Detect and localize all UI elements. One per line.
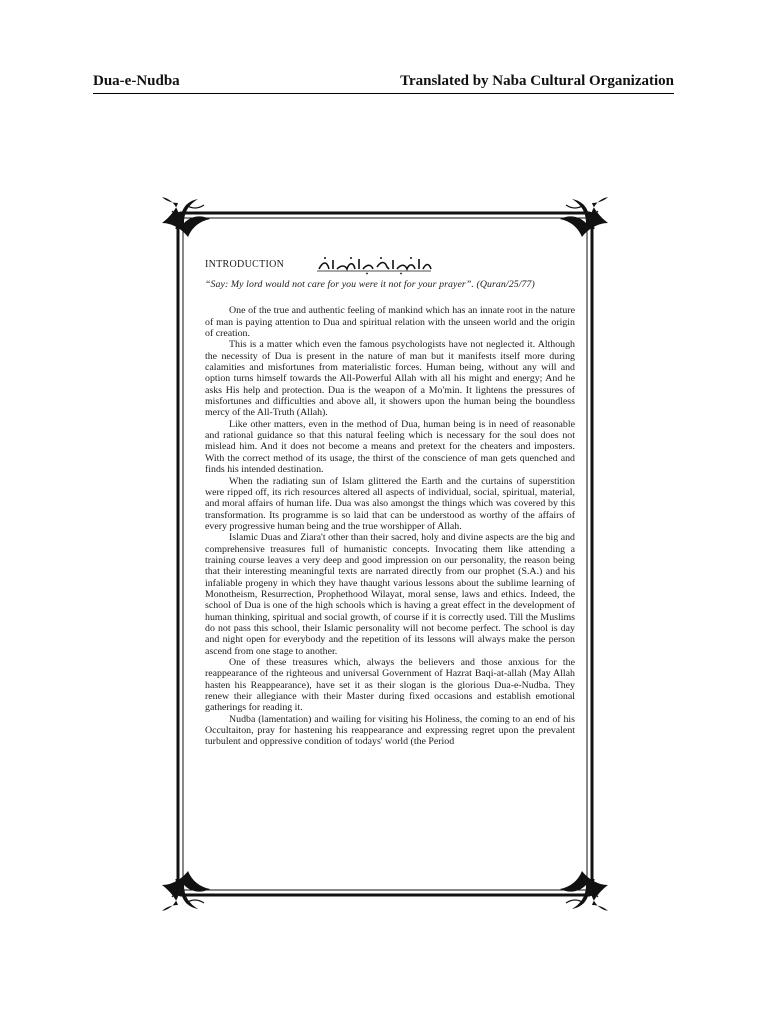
paragraph: When the radiating sun of Islam glittered the Earth and the curtains of superstition were ripped off, its rich resources altered all aspects of individual, social, spiritual, material, and moral affairs of human life. Dua was also amongst the things which was covered by this transformation. Its programme is so laid that can be understood as worthy of the affairs of every progressive human being and the true worshipper of Allah. [205,475,575,532]
paragraph: Nudba (lamentation) and wailing for visiting his Holiness, the coming to an end of his Occultaiton, pray for hastening his reappearance and expressing regret upon the prevalent turbulent and oppressive condition of todays' world (the Period [205,713,575,748]
corner-ornament-top-left-icon [162,197,210,237]
corner-ornament-bottom-left-icon [162,871,210,911]
header-title-right: Translated by Naba Cultural Organization [400,73,674,89]
body-text [205,305,575,747]
arabic-calligraphy-icon [315,255,433,275]
corner-ornament-top-right-icon [560,197,608,237]
corner-ornament-bottom-right-icon [560,871,608,911]
intro-heading: INTRODUCTION [205,259,285,270]
page-content [205,255,575,748]
page-header [93,73,674,94]
paragraph: One of the true and authentic feeling of mankind which has an innate root in the nature of man is paying attention to Dua and spiritual relation with the unseen world and the origin of creation. [205,305,575,340]
quran-quote: “Say: My lord would not care for you were it not for your prayer”. (Quran/25/77) [205,279,535,290]
paragraph: Islamic Duas and Ziara't other than their sacred, holy and divine aspects are the big and comprehensive treasures full of humanistic concepts. Invocating them like attending a training course leaves a very deep and good impression on our personality, the reason being that their interesting meaningful texts are narrated directly from our prophet (S.A.) and his infaliable progeny in which they have thaught various lessons about the sublime learning of Monotheism, Resurrection, Prophethood Wilayat, moral sense, laws and ethics. Indeed, the school of Dua is one of the high schools which is having a great effect in the development of human thinking, spiritual and social growth, of course if it is correctly used. Till the Muslims do not pass this school, their Islamic personality will not become perfect. The school is day and night open for everybody and the repetition of its lessons will always make the person ascend from one stage to another. [205,532,575,657]
paragraph: Like other matters, even in the method of Dua, human being is in need of reasonable and rational guidance so that this natural feeling which is necessary for the soul does not mislead him. And it does not become a means and pretext for the cheaters and imposters. With the correct method of its usage, the thirst of the conscience of man gets quenched and finds his intended destination. [205,418,575,476]
header-title-left: Dua-e-Nudba [93,73,180,89]
paragraph: This is a matter which even the famous psychologists have not neglected it. Although the necessity of Dua is present in the nature of man but it manifests itself more during calamities and misfortunes from materialistic forces. Human being, without any will and option turns himself towards the All-Powerful Allah with all his might and energy; And he asks His help and protection. Dua is the weapon of a Mo'min. It lightens the pressures of misfortunes and difficulties and above all, it showers upon the human being the boundless mercy of the All-Truth (Allah). [205,339,575,419]
paragraph: One of these treasures which, always the believers and those anxious for the reappearance of the righteous and universal Government of Hazrat Baqi-at-allah (May Allah hasten his Reappearance), have set it as their slogan is the glorious Dua-e-Nudba. They renew their allegiance with their Master during fixed occasions and establish emotional gatherings for reading it. [205,657,575,714]
